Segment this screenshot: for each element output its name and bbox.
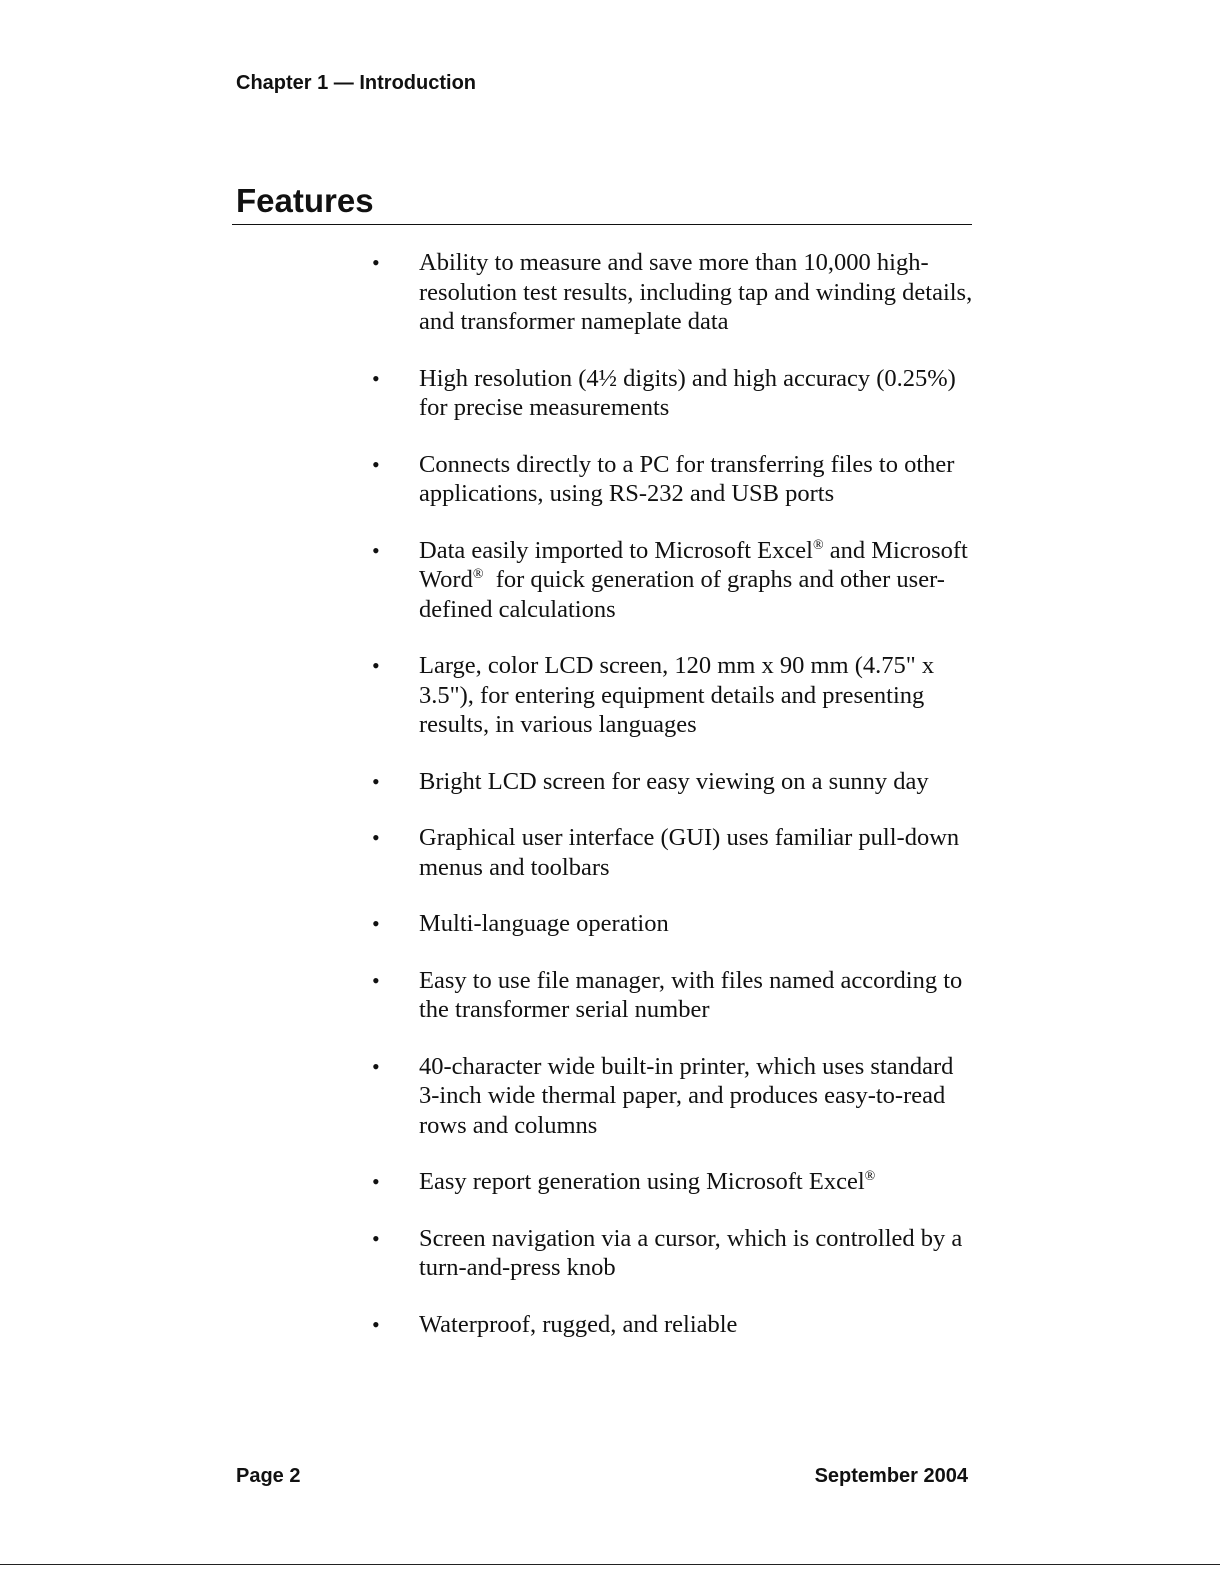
feature-item xyxy=(368,536,978,625)
running-header: Chapter 1 — Introduction xyxy=(236,72,476,94)
feature-text xyxy=(419,537,974,623)
page-bottom-edge xyxy=(0,1564,1220,1565)
section-title: Features xyxy=(236,182,374,219)
publication-date: September 2004 xyxy=(814,1465,968,1487)
feature-text: Multi-language operation xyxy=(419,910,669,937)
feature-text: 40-character wide built-in printer, which uses standard 3-inch wide thermal paper, and produces easy-to-read rows and columns xyxy=(419,1052,954,1139)
bullet-icon: • xyxy=(372,768,380,794)
bullet-icon: • xyxy=(372,1225,380,1251)
feature-item xyxy=(368,1052,978,1141)
bullet-icon: • xyxy=(372,967,380,993)
feature-item xyxy=(368,909,978,939)
feature-item xyxy=(368,450,978,509)
feature-text: Easy to use file manager, with files named according to the transformer serial number xyxy=(419,966,963,1023)
bullet-icon: • xyxy=(372,451,380,477)
feature-item xyxy=(368,364,978,423)
bullet-icon: • xyxy=(372,365,380,391)
feature-text: Ability to measure and save more than 10,000 high-resolution test results, including tap and winding details, and transformer nameplate data xyxy=(419,249,973,335)
feature-text: Bright LCD screen for easy viewing on a sunny day xyxy=(419,767,929,795)
feature-text-segment: for quick generation of graphs and other user-defined calculations xyxy=(419,566,945,623)
feature-item xyxy=(368,1167,978,1197)
feature-text: Large, color LCD screen, 120 mm x 90 mm (4.75" x 3.5"), for entering equipment details and presenting results, in various languages xyxy=(419,652,935,738)
registered-mark: ® xyxy=(472,567,484,582)
feature-item xyxy=(368,966,978,1025)
feature-text: High resolution (4½ digits) and high accuracy (0.25%) for precise measurements xyxy=(419,364,956,421)
feature-text: Connects directly to a PC for transferring files to other applications, using RS-232 and USB ports xyxy=(419,450,955,507)
bullet-icon: • xyxy=(372,250,380,275)
section-title-rule xyxy=(232,224,972,225)
bullet-icon: • xyxy=(372,1053,380,1079)
bullet-icon: • xyxy=(372,537,380,563)
feature-text xyxy=(419,1168,875,1195)
registered-mark: ® xyxy=(864,1169,876,1184)
features-list xyxy=(368,248,978,1366)
registered-mark: ® xyxy=(812,537,824,553)
bullet-icon: • xyxy=(372,825,380,850)
bullet-icon: • xyxy=(372,1169,380,1194)
page-number: Page 2 xyxy=(236,1465,301,1487)
feature-item xyxy=(368,1310,978,1340)
feature-item xyxy=(368,767,978,797)
feature-text-segment: Data easily imported to Microsoft Excel xyxy=(419,536,813,564)
feature-text: Screen navigation via a cursor, which is controlled by a turn-and-press knob xyxy=(419,1224,963,1281)
feature-text-segment: and Microsoft Word xyxy=(419,536,974,593)
bullet-icon: • xyxy=(372,911,380,936)
bullet-icon: • xyxy=(372,653,380,678)
feature-item xyxy=(368,1224,978,1283)
feature-text-segment: Easy report generation using Microsoft Excel xyxy=(419,1168,865,1195)
feature-item xyxy=(368,823,978,882)
bullet-icon: • xyxy=(372,1311,380,1337)
feature-text: Graphical user interface (GUI) uses familiar pull-down menus and toolbars xyxy=(419,824,960,881)
feature-text: Waterproof, rugged, and reliable xyxy=(419,1310,738,1338)
feature-item xyxy=(368,248,978,337)
feature-item xyxy=(368,651,978,740)
